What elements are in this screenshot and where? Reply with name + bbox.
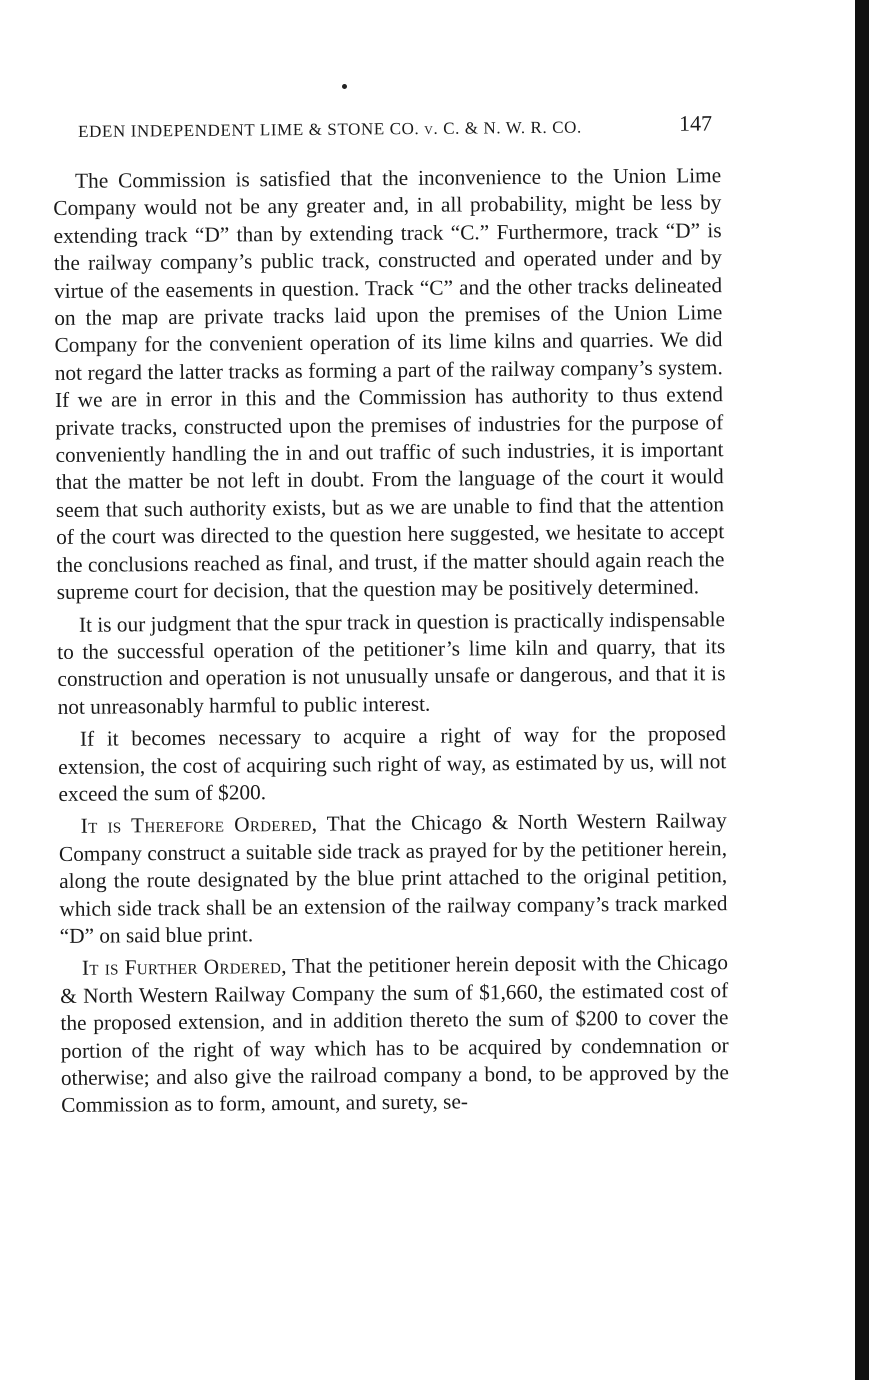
body-text — [53, 162, 729, 1120]
order-lead-therefore: It is Therefore Ordered, — [80, 812, 318, 839]
paragraph-1: The Commission is satisfied that the inconvenience to the Union Lime Company would not be any greater and, in all probability, might be less by extending track “D” than by extending track “C.” Furthermore, track “D” is the railway company’s public track, constructed and operated under and by virtue of the easements in question. Track “C” and the other tracks delineated on the map are private tracks laid upon the premises of the Union Lime Company for the convenient operation of its lime kilns and quarries. We did not regard the latter tracks as forming a part of the railway company’s system. If we are in error in this and the Commission has authority to thus extend private tracks, constructed upon the premises of industries for the purpose of conveniently handling the in and out traffic of such industries, it is important that the matter be not left in doubt. From the language of the court it would seem that such authority exists, but as we are unable to find that the attention of the court was directed to the question here suggested, we hesitate to accept the conclusions reached as final, and trust, if the matter should again reach the supreme court for decision, that the question may be positively determined. — [53, 163, 725, 605]
page-number: 147 — [678, 110, 713, 136]
paragraph-2: It is our judgment that the spur track in question is practically indispensable to the successful operation of the petitioner’s lime kiln and quarry, that its construction and operation is not unusually unsafe or dangerous, and that it is not unreasonably harmful to public interest. — [57, 606, 726, 719]
order-lead-further: It is Further Ordered, — [81, 954, 287, 981]
paragraph-5 — [60, 950, 729, 1120]
scan-edge-shadow — [855, 0, 869, 1380]
paragraph-4-text: That the Chicago & North Western Railway Company construct a suitable side track as prayed for by the petitioner herein, along the route designated by the blue print attached to the original petition, which side track shall be an extension of the railway company’s track marked “D” on said blue print. — [58, 808, 728, 948]
paragraph-4 — [59, 807, 728, 950]
running-head — [78, 110, 718, 146]
ink-speck — [342, 84, 347, 89]
paragraph-3: If it becomes necessary to acquire a right of way for the proposed extension, the cost of acquiring such right of way, as estimated by us, will not exceed the sum of $200. — [58, 721, 727, 806]
paragraph-5-text: That the petitioner herein deposit with the Chicago & North Western Railway Company the sum of $1,660, the estimated cost of the proposed extension, and in addition thereto the sum of $200 to cover the portion of the right of way which has to be acquired by condemnation or otherwise; and also give the railroad company a bond, to be approved by the Commission as to form, amount, and surety, se- — [60, 950, 730, 1118]
running-title: EDEN INDEPENDENT LIME & STONE CO. v. C. & N. W. R. CO. — [78, 117, 582, 141]
